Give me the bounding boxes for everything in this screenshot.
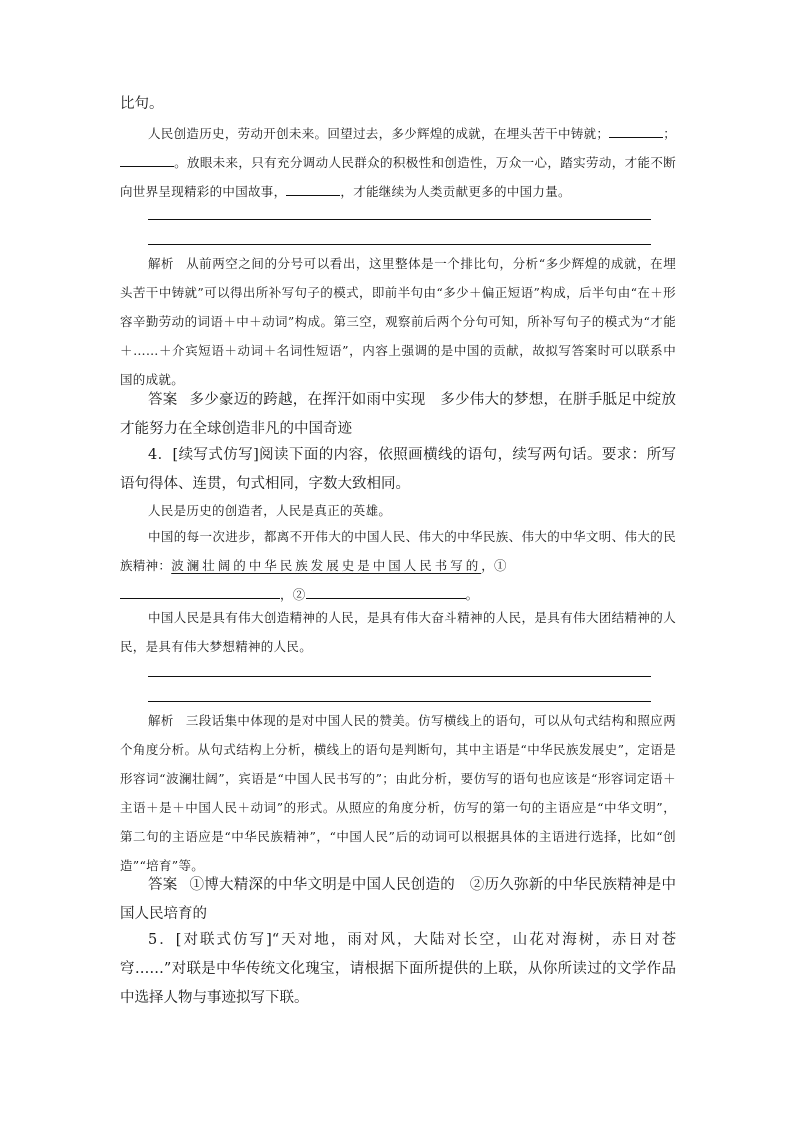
answer-blank-2	[306, 582, 466, 599]
answer-blank	[120, 150, 174, 167]
opening-fragment: 比句。	[120, 96, 164, 112]
answer-label: 答案	[148, 392, 178, 408]
q4-analysis	[120, 706, 676, 880]
q3-stem-part-b: 。放眼未来，只有充分调动人民群众的积极性和创造性，万众一心，踏实劳动，才能不断向世界呈现精彩的中国故事，	[120, 155, 676, 199]
q3-stem-separator: ；	[663, 126, 676, 141]
blank-marker-2: ，②	[280, 587, 306, 602]
underlined-model-sentence: 波澜壮阔的中华民族发展史是中国人民书写的	[171, 558, 482, 573]
q3-stem-part-a: 人民创造历史，劳动开创未来。回望过去，多少辉煌的成就，在埋头苦干中铸就；	[148, 126, 610, 141]
q4-title: 4．[续写式仿写]阅读下面的内容，依照画横线的语句，续写两句话。要求：所写语句得体、连贯，句式相同，字数大致相同。	[120, 447, 676, 492]
q3-stem	[120, 119, 676, 206]
answer-line	[148, 219, 651, 220]
blank-marker-1: ①	[494, 558, 507, 573]
q4-answer	[120, 871, 676, 929]
answer-line	[148, 676, 651, 677]
q3-analysis	[120, 249, 676, 394]
q3-answer	[120, 386, 691, 444]
q4-quote-line-1: 人民是历史的创造者，人民是真正的英雄。	[148, 503, 392, 518]
answer-blank	[286, 179, 340, 196]
analysis-label: 解析	[148, 713, 174, 728]
analysis-text: 三段话集中体现的是对中国人民的赞美。仿写横线上的语句，可以从句式结构和照应两个角度分析。从句式结构上分析，横线上的语句是判断句，其中主语是“中华民族发展史”，定语是形容词“波澜壮阔”，宾语是“中国人民书写的”；由此分析，要仿写的语句也应该是“形容词定语＋主语＋是＋中国人民＋动词”的形式。从照应的角度分析，仿写的第一句的主语应是“中华文明”，第二句的主语应是“中华民族精神”，“中国人民”后的动词可以根据具体的主语进行选择，比如“创造”“培育”等。	[120, 713, 676, 873]
q5-title: 5．[对联式仿写]“天对地，雨对风，大陆对长空，山花对海树，赤日对苍穹……”对联是中华传统文化瑰宝，请根据下面所提供的上联，从你所读过的文学作品中选择人物与事迹拟写下联。	[120, 932, 676, 1006]
analysis-text: 从前两空之间的分号可以看出，这里整体是一个排比句，分析“多少辉煌的成就，在埋头苦干中铸就”可以得出所补写句子的模式，即前半句由“多少＋偏正短语”构成，后半句由“在＋形容辛勤劳动的词语＋中＋动词”构成。第三空，观察前后两个分句可知，所补写句子的模式为“才能＋……＋介宾短语＋动词＋名词性短语”，内容上强调的是中国的贡献，故拟写答案时可以联系中国的成就。	[120, 256, 676, 387]
answer-line	[148, 244, 651, 245]
q4-quote-line-2	[120, 522, 676, 609]
analysis-label: 解析	[148, 256, 175, 271]
answer-blank-1	[120, 582, 280, 599]
answer-blank	[609, 121, 663, 138]
answer-label: 答案	[148, 877, 178, 893]
q3-stem-part-c: ，才能继续为人类贡献更多的中国力量。	[340, 184, 571, 199]
answer-text: ①博大精深的中华文明是中国人民创造的 ②历久弥新的中华民族精神是中国人民培育的	[120, 877, 676, 922]
answer-line	[148, 701, 651, 702]
q4-period: 。	[465, 587, 479, 602]
q4-line2-text: 中国的每一次进步，都离不开伟大的中国人民、伟大的中华民族、伟大的中华文明、伟大的民族精神：	[120, 529, 676, 573]
q4-quote-line-3: 中国人民是具有伟大创造精神的人民，是具有伟大奋斗精神的人民，是具有伟大团结精神的人民，是具有伟大梦想精神的人民。	[120, 610, 676, 654]
answer-text: 多少豪迈的跨越，在挥汗如雨中实现 多少伟大的梦想，在胼手胝足中绽放 才能努力在全球创造非凡的中国奇迹	[120, 392, 691, 437]
q4-line2-separator: ，	[481, 558, 495, 573]
